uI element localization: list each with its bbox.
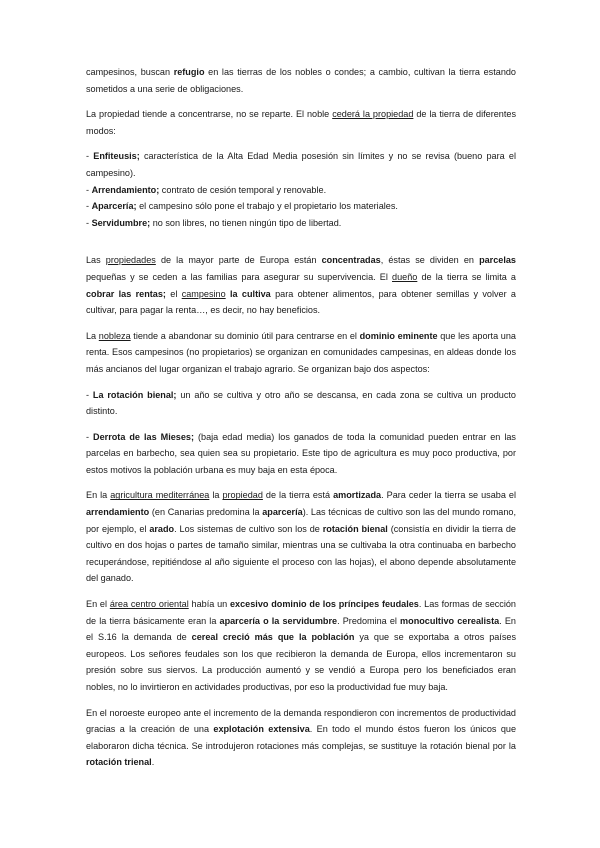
text: (baja edad media) los ganados de toda la comunidad pueden entrar en las parcelas en barbecho, sea quien sea su propietario. Este tipo de agricultura es muy poco productiva, por estos motivos la población urbana es muy baja en esta época. (86, 431, 516, 475)
text: La (86, 330, 99, 341)
text: - (86, 151, 94, 162)
underlined-text: cederá la propiedad (332, 109, 414, 120)
text: campesinos, buscan (86, 67, 174, 77)
text: , éstas se dividen en (380, 255, 480, 266)
paragraph-propiedad (86, 106, 516, 139)
text: En el (86, 599, 110, 610)
text: . Para ceder la tierra se usaba el (381, 490, 516, 501)
bold-text: monocultivo cerealista (400, 615, 500, 626)
text: en las tierras de los nobles o condes; a cambio, cultivan la tierra estando sometidos a una serie de obligaciones. (86, 67, 516, 94)
bold-text: cereal creció más que la población (191, 632, 355, 643)
bold-text: Derrota de las Mieses; (93, 431, 194, 442)
text: no son libres, no tienen ningún tipo de libertad. (150, 217, 342, 228)
paragraph-nobleza (86, 328, 516, 378)
bold-text: dominio eminente (359, 330, 438, 341)
text: contrato de cesión temporal y renovable. (159, 184, 327, 195)
list-item-servidumbre (86, 215, 516, 232)
text: . Las formas de sección de la tierra básicamente eran la (86, 599, 516, 626)
text: . Los sistemas de cultivo son los de (174, 523, 323, 534)
bold-text: arrendamiento (86, 507, 150, 518)
text: - (86, 184, 92, 195)
paragraph-derrota-mieses (86, 429, 516, 479)
text: En el noroeste europeo ante el incremento de la demanda respondieron con incrementos de productividad gracias a la creación de una (86, 707, 516, 735)
bold-text: rotación trienal (86, 757, 152, 768)
text: Las (86, 255, 106, 266)
text: el campesino sólo pone el trabajo y el propietario los materiales. (136, 201, 398, 212)
bold-text: Arrendamiento; (91, 184, 160, 195)
text: pequeñas y se ceden a las familias para asegurar su supervivencia. El (86, 271, 393, 282)
bold-text: explotación extensiva (213, 724, 310, 735)
bold-text: Aparcería; (91, 201, 137, 212)
list-cesion (86, 148, 516, 231)
bold-text: concentradas (321, 255, 381, 266)
bold-text: arado (149, 523, 175, 534)
text: que les aporta una renta. Esos campesinos (no propietarios) se organizan en comunidades campesinas, en aldeas donde los más ancianos del lugar organizan el trabajo agrario. Se organizan bajo dos aspectos: (86, 330, 516, 374)
paragraph-refugio (86, 64, 516, 97)
text: de la mayor parte de Europa están (155, 255, 322, 266)
underlined-text: campesino (181, 288, 226, 299)
list-item-aparceria (86, 198, 516, 215)
text: la (209, 490, 223, 501)
bold-text: refugio (173, 67, 205, 77)
paragraph-rotacion-bienal (86, 387, 516, 420)
bold-text: parcelas (479, 255, 516, 266)
text: - (86, 201, 92, 212)
text: de la tierra se limita a (417, 271, 516, 282)
text: ). Las técnicas de cultivo son las del mundo romano, por ejemplo, el (86, 507, 516, 534)
text: de la tierra está (262, 490, 334, 501)
bold-text: La rotación bienal; (92, 389, 177, 400)
bold-text: Servidumbre; (91, 217, 151, 228)
text: - (86, 431, 94, 442)
text: . (151, 757, 155, 768)
text: . En todo el mundo éstos fueron los únicos que elaboraron dicha técnica. Se introdujeron rotaciones más complejas, se sustituye la rotación bienal por la (86, 724, 517, 751)
paragraph-area-centro-oriental (86, 596, 516, 696)
bold-text: amortizada (333, 490, 382, 501)
bold-text: Enfiteusis; (93, 151, 140, 162)
bold-text: la cultiva (230, 288, 271, 299)
underlined-text: área centro oriental (109, 599, 189, 610)
text: (consistía en dividir la tierra de cultivo en dos hojas o partes de tamaño similar, mientras una se cultivaba la otra continuaba en barbecho recuperándose, repitiéndose al año siguiente el proceso con las hojas), el abono depende absolutamente del ganado. (86, 523, 516, 584)
text: el (165, 288, 182, 299)
paragraph-noroeste-europeo (86, 705, 516, 771)
bold-text: cobrar las rentas; (86, 288, 166, 299)
paragraph-agricultura-mediterranea (86, 487, 516, 587)
underlined-text: nobleza (98, 330, 131, 341)
text: característica de la Alta Edad Media posesión sin límites y no se revisa (bueno para el campesino). (86, 151, 516, 178)
underlined-text: propiedades (105, 255, 156, 266)
text: En la (86, 490, 111, 501)
text: - (86, 389, 93, 400)
text: . En el S.16 la demanda de (86, 615, 516, 643)
text: para obtener alimentos, para obtener semillas y volver a cultivar, para pagar la renta…, es decir, no hay beneficios. (86, 288, 516, 316)
text: de la tierra de diferentes modos: (86, 109, 516, 136)
text: (en Canarias predomina la (149, 507, 263, 518)
bold-text: excesivo dominio de los príncipes feudales (230, 599, 419, 610)
list-item-arrendamiento (86, 182, 516, 199)
bold-text: aparcería o la servidumbre (219, 615, 338, 626)
text: había un (188, 599, 230, 610)
list-item-enfiteusis (86, 148, 516, 181)
underlined-text: dueño (392, 271, 418, 282)
text: un año se cultiva y otro año se descansa, en cada zona se cultiva un producto distinto. (86, 389, 516, 417)
text: La propiedad tiende a concentrarse, no se reparte. El noble (86, 109, 333, 120)
paragraph-propiedades (86, 252, 516, 318)
text: - (86, 217, 92, 228)
underlined-text: agricultura mediterránea (110, 490, 210, 501)
bold-text: aparcería (262, 507, 303, 518)
text: ya que se exportaba a otros países europeos. Los señores feudales son los que recibieron la demanda de Europa, ellos incrementaron su presión sobre sus siervos. La producción aumentó y se vendió a Europa pero los beneficiados eran nobles, no lo invirtieron en actividades productivas, por eso la productividad fue muy baja. (86, 632, 516, 692)
text: tiende a abandonar su dominio útil para centrarse en el (130, 330, 360, 341)
text: . Predomina el (337, 615, 401, 626)
bold-text: rotación bienal (322, 523, 388, 534)
underlined-text: propiedad (222, 490, 263, 501)
